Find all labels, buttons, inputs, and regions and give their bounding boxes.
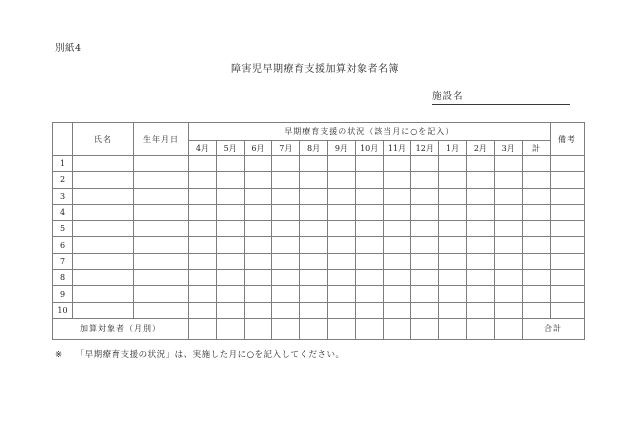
facility-name-field: [432, 88, 570, 105]
month-cell: [216, 302, 244, 318]
month-cell: [216, 172, 244, 188]
month-cell: [272, 286, 300, 302]
month-cell: [244, 237, 272, 253]
birthdate-column-header: 生年月日: [134, 123, 189, 156]
month-cell: [189, 172, 217, 188]
month-cell: [272, 270, 300, 286]
attachment-label: 別紙4: [55, 43, 82, 54]
month-cell: [300, 172, 328, 188]
birthdate-cell: [134, 156, 189, 172]
row-total-cell: [522, 156, 550, 172]
month-cell: [494, 286, 522, 302]
month-cell: [216, 237, 244, 253]
name-cell: [73, 286, 134, 302]
month-cell: [216, 156, 244, 172]
remarks-cell: [550, 270, 584, 286]
row-number: 2: [53, 172, 73, 188]
footer-month-cell: [272, 318, 300, 339]
footer-month-cell: [383, 318, 411, 339]
month-cell: [494, 204, 522, 220]
birthdate-cell: [134, 253, 189, 269]
row-number: 6: [53, 237, 73, 253]
month-column-header: 6月: [244, 141, 272, 156]
roster-table: [52, 122, 585, 340]
month-cell: [383, 221, 411, 237]
row-number: 5: [53, 221, 73, 237]
month-cell: [439, 270, 467, 286]
footer-month-cell: [216, 318, 244, 339]
month-cell: [411, 172, 439, 188]
month-cell: [439, 237, 467, 253]
month-cell: [383, 237, 411, 253]
month-cell: [466, 237, 494, 253]
month-cell: [327, 188, 355, 204]
row-total-cell: [522, 270, 550, 286]
month-cell: [216, 270, 244, 286]
month-cell: [244, 302, 272, 318]
birthdate-cell: [134, 188, 189, 204]
month-cell: [411, 204, 439, 220]
month-cell: [466, 188, 494, 204]
page-title: 障害児早期療育支援加算対象者名簿: [231, 64, 399, 75]
month-cell: [355, 286, 383, 302]
footer-month-cell: [466, 318, 494, 339]
birthdate-cell: [134, 204, 189, 220]
month-cell: [300, 270, 328, 286]
month-cell: [494, 188, 522, 204]
row-number: 8: [53, 270, 73, 286]
month-column-header: 8月: [300, 141, 328, 156]
footer-month-cell: [411, 318, 439, 339]
month-column-header: 12月: [411, 141, 439, 156]
month-cell: [272, 156, 300, 172]
month-cell: [300, 253, 328, 269]
month-cell: [327, 172, 355, 188]
row-number: 1: [53, 156, 73, 172]
footnote: [55, 348, 345, 360]
month-cell: [216, 204, 244, 220]
footnote-mark: ※: [55, 350, 63, 360]
footer-month-cell: [244, 318, 272, 339]
month-cell: [355, 156, 383, 172]
month-cell: [300, 188, 328, 204]
month-cell: [439, 188, 467, 204]
month-cell: [411, 302, 439, 318]
month-cell: [272, 237, 300, 253]
month-column-header: 5月: [216, 141, 244, 156]
month-cell: [244, 221, 272, 237]
month-cell: [189, 302, 217, 318]
month-cell: [327, 237, 355, 253]
month-cell: [494, 156, 522, 172]
month-column-header: 11月: [383, 141, 411, 156]
table-row: [53, 221, 585, 237]
facility-name-label: 施設名: [432, 91, 464, 102]
row-total-cell: [522, 253, 550, 269]
month-cell: [244, 204, 272, 220]
month-cell: [383, 286, 411, 302]
remarks-cell: [550, 188, 584, 204]
month-cell: [216, 253, 244, 269]
name-cell: [73, 188, 134, 204]
month-cell: [244, 270, 272, 286]
month-cell: [383, 302, 411, 318]
month-cell: [355, 204, 383, 220]
month-cell: [300, 302, 328, 318]
month-cell: [355, 253, 383, 269]
table-row: [53, 237, 585, 253]
month-cell: [411, 286, 439, 302]
table-row: [53, 188, 585, 204]
month-cell: [272, 204, 300, 220]
month-cell: [327, 221, 355, 237]
month-cell: [189, 270, 217, 286]
month-cell: [272, 172, 300, 188]
month-cell: [300, 237, 328, 253]
table-row: [53, 172, 585, 188]
month-cell: [327, 253, 355, 269]
month-cell: [216, 221, 244, 237]
remarks-cell: [550, 253, 584, 269]
month-cell: [189, 204, 217, 220]
birthdate-cell: [134, 302, 189, 318]
month-cell: [355, 188, 383, 204]
month-cell: [411, 237, 439, 253]
month-cell: [411, 221, 439, 237]
month-column-header: 4月: [189, 141, 217, 156]
row-total-cell: [522, 204, 550, 220]
header-row-top: [53, 123, 585, 141]
month-column-header: 7月: [272, 141, 300, 156]
remarks-cell: [550, 221, 584, 237]
grand-total-cell: 合計: [522, 318, 584, 339]
month-cell: [411, 188, 439, 204]
month-cell: [466, 253, 494, 269]
row-total-cell: [522, 221, 550, 237]
month-cell: [439, 204, 467, 220]
month-cell: [466, 156, 494, 172]
row-number: 4: [53, 204, 73, 220]
month-cell: [272, 302, 300, 318]
remarks-cell: [550, 204, 584, 220]
month-cell: [383, 270, 411, 286]
name-cell: [73, 302, 134, 318]
footer-month-cell: [189, 318, 217, 339]
month-cell: [300, 286, 328, 302]
month-cell: [439, 156, 467, 172]
month-cell: [466, 172, 494, 188]
roster-table-body: [53, 156, 585, 319]
month-cell: [383, 204, 411, 220]
month-cell: [494, 302, 522, 318]
month-cell: [244, 172, 272, 188]
row-total-cell: [522, 286, 550, 302]
month-cell: [411, 270, 439, 286]
month-cell: [327, 286, 355, 302]
month-cell: [327, 156, 355, 172]
total-column-header: 計: [522, 141, 550, 156]
table-row: [53, 156, 585, 172]
month-cell: [244, 156, 272, 172]
row-number: 3: [53, 188, 73, 204]
month-cell: [189, 221, 217, 237]
footer-month-cell: [439, 318, 467, 339]
month-cell: [189, 237, 217, 253]
month-cell: [355, 172, 383, 188]
table-row: [53, 302, 585, 318]
row-number: 7: [53, 253, 73, 269]
month-cell: [466, 221, 494, 237]
month-cell: [466, 302, 494, 318]
month-cell: [355, 270, 383, 286]
index-column-header: [53, 123, 73, 156]
month-cell: [466, 286, 494, 302]
month-cell: [300, 156, 328, 172]
month-cell: [466, 204, 494, 220]
name-column-header: 氏名: [73, 123, 134, 156]
month-column-header: 9月: [327, 141, 355, 156]
remarks-cell: [550, 302, 584, 318]
name-cell: [73, 221, 134, 237]
birthdate-cell: [134, 237, 189, 253]
month-cell: [439, 286, 467, 302]
month-cell: [439, 221, 467, 237]
birthdate-cell: [134, 172, 189, 188]
month-cell: [355, 221, 383, 237]
remarks-cell: [550, 156, 584, 172]
month-cell: [383, 253, 411, 269]
row-total-cell: [522, 302, 550, 318]
month-cell: [494, 172, 522, 188]
month-cell: [327, 204, 355, 220]
birthdate-cell: [134, 270, 189, 286]
row-total-cell: [522, 172, 550, 188]
month-cell: [383, 156, 411, 172]
month-column-header: 2月: [466, 141, 494, 156]
footnote-text: 「早期療育支援の状況」は、実施した月に○を記入してください。: [75, 350, 345, 360]
month-cell: [494, 253, 522, 269]
month-column-header: 10月: [355, 141, 383, 156]
remarks-cell: [550, 286, 584, 302]
month-cell: [494, 270, 522, 286]
month-cell: [189, 156, 217, 172]
footer-label-cell: 加算対象者（月別）: [53, 318, 189, 339]
month-cell: [189, 253, 217, 269]
month-cell: [300, 204, 328, 220]
month-column-header: 3月: [494, 141, 522, 156]
birthdate-cell: [134, 286, 189, 302]
month-cell: [272, 221, 300, 237]
month-cell: [466, 270, 494, 286]
month-cell: [189, 188, 217, 204]
month-cell: [383, 172, 411, 188]
month-cell: [355, 302, 383, 318]
row-total-cell: [522, 237, 550, 253]
footer-month-cell: [494, 318, 522, 339]
month-cell: [244, 253, 272, 269]
name-cell: [73, 237, 134, 253]
month-cell: [383, 188, 411, 204]
month-cell: [355, 237, 383, 253]
month-cell: [189, 286, 217, 302]
month-cell: [272, 188, 300, 204]
month-cell: [244, 286, 272, 302]
remarks-cell: [550, 237, 584, 253]
month-cell: [494, 221, 522, 237]
month-cell: [439, 302, 467, 318]
month-cell: [327, 270, 355, 286]
footer-row: [53, 318, 585, 339]
month-cell: [216, 188, 244, 204]
name-cell: [73, 172, 134, 188]
month-column-header: 1月: [439, 141, 467, 156]
month-cell: [494, 237, 522, 253]
month-cell: [439, 172, 467, 188]
footer-month-cell: [300, 318, 328, 339]
footer-month-cell: [327, 318, 355, 339]
name-cell: [73, 204, 134, 220]
status-group-header: 早期療育支援の状況（該当月に○を記入）: [189, 123, 551, 141]
row-number: 10: [53, 302, 73, 318]
month-cell: [327, 302, 355, 318]
table-row: [53, 204, 585, 220]
month-cell: [411, 253, 439, 269]
month-cell: [411, 156, 439, 172]
month-cell: [439, 253, 467, 269]
remarks-column-header: 備考: [550, 123, 584, 156]
footer-month-cell: [355, 318, 383, 339]
name-cell: [73, 156, 134, 172]
table-row: [53, 286, 585, 302]
name-cell: [73, 270, 134, 286]
table-row: [53, 253, 585, 269]
month-cell: [272, 253, 300, 269]
row-number: 9: [53, 286, 73, 302]
birthdate-cell: [134, 221, 189, 237]
month-cell: [244, 188, 272, 204]
row-total-cell: [522, 188, 550, 204]
table-row: [53, 270, 585, 286]
month-cell: [300, 221, 328, 237]
month-cell: [216, 286, 244, 302]
name-cell: [73, 253, 134, 269]
remarks-cell: [550, 172, 584, 188]
